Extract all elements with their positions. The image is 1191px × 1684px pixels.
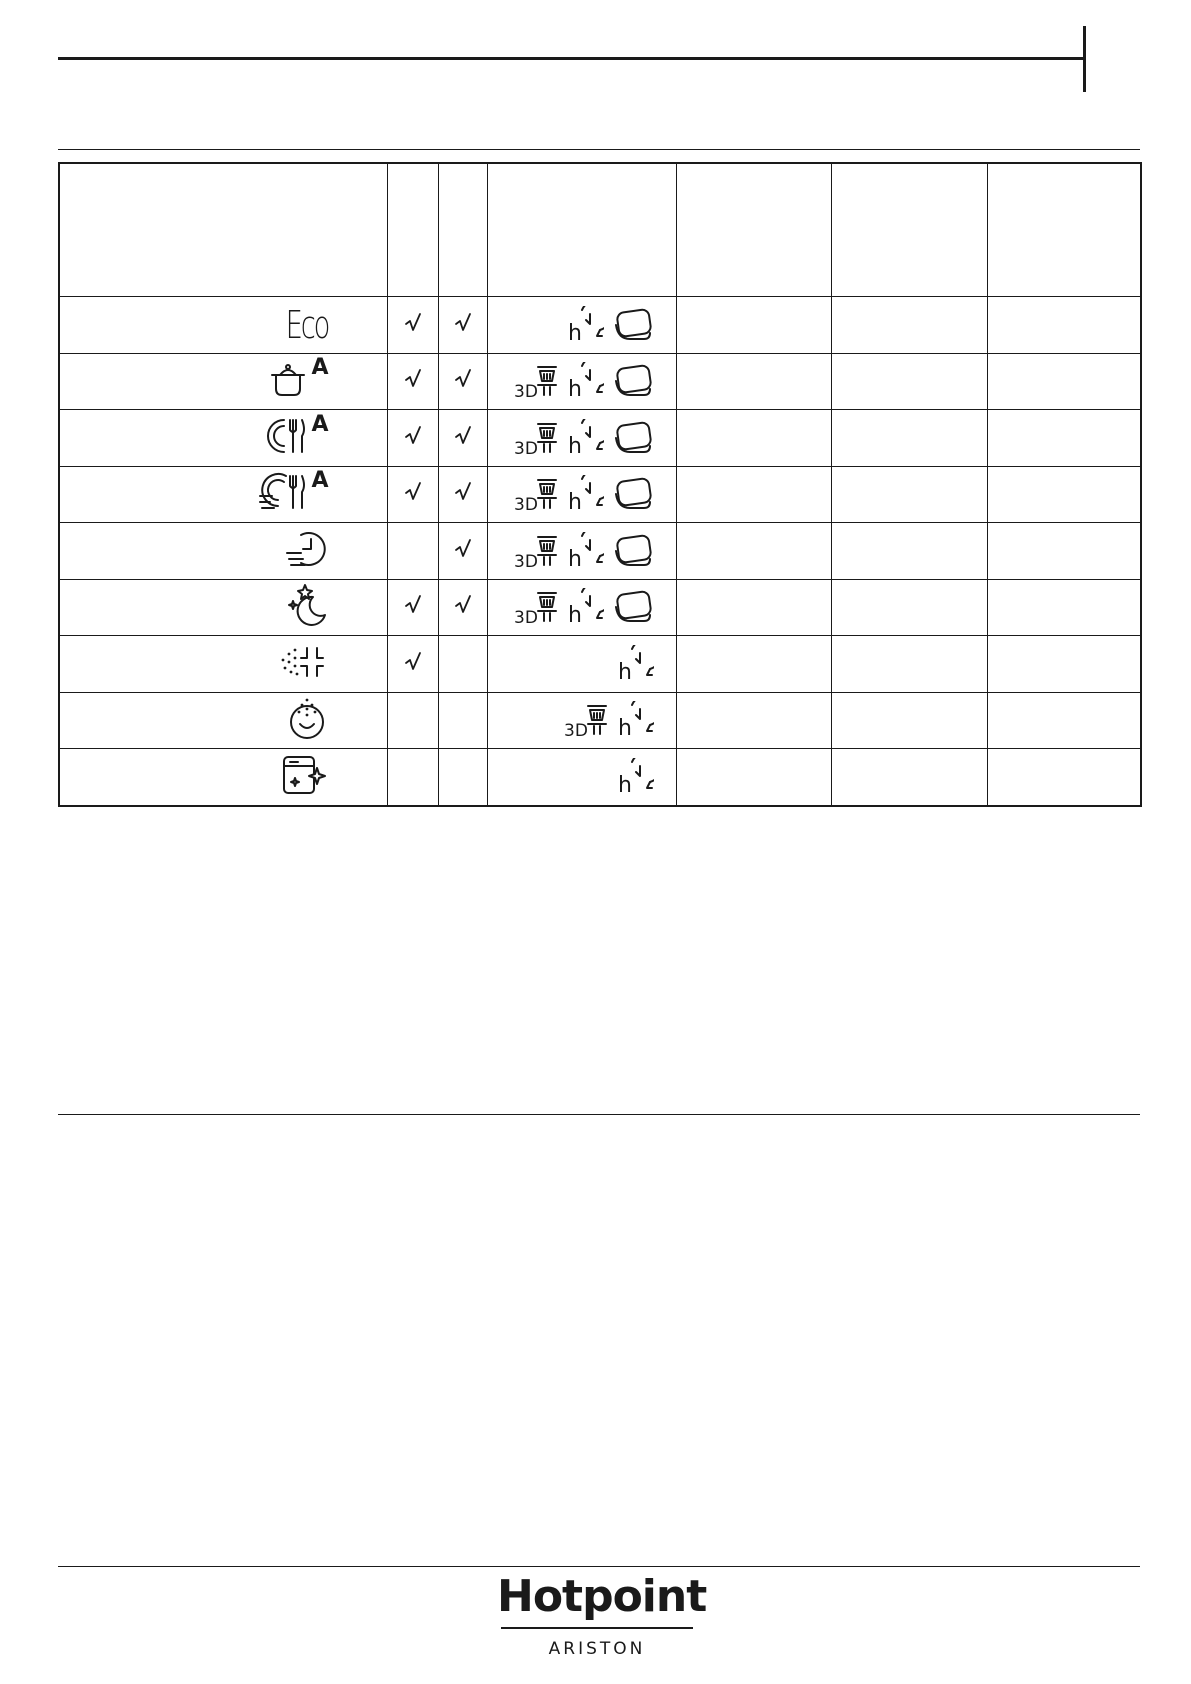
- table-row: [59, 410, 1141, 467]
- options-cell: [487, 692, 676, 749]
- check-icon: [454, 425, 472, 447]
- delay-timer-icon: [566, 419, 604, 457]
- table-row: [59, 523, 1141, 580]
- svg-text:3D: 3D: [513, 495, 538, 513]
- top-rule: [58, 57, 1085, 60]
- fast-plate-cutlery-icon: [258, 472, 308, 516]
- program-cell: [59, 692, 387, 749]
- table-header-row: [59, 163, 1141, 297]
- logo-sub: ARISTON: [548, 1639, 646, 1659]
- check-cell-1: [387, 749, 438, 806]
- tablet-icon: [612, 420, 654, 456]
- table-row: [59, 297, 1141, 354]
- value-cell-7: [987, 523, 1141, 580]
- program-cell: [59, 636, 387, 693]
- value-cell-7: [987, 410, 1141, 467]
- check-cell-2: [438, 410, 487, 467]
- check-cell-1: [387, 579, 438, 636]
- logo-brand: Hotpoint: [497, 1571, 707, 1622]
- pot-icon: [268, 359, 308, 403]
- table-row: [59, 466, 1141, 523]
- options-cell: [487, 410, 676, 467]
- tablet-icon: [612, 589, 654, 625]
- value-cell-6: [831, 692, 987, 749]
- program-grade-label: A: [311, 411, 329, 437]
- value-cell-6: [831, 523, 987, 580]
- check-icon: [404, 651, 422, 673]
- options-cell: [487, 353, 676, 410]
- check-cell-1: [387, 410, 438, 467]
- value-cell-6: [831, 749, 987, 806]
- program-grade-label: A: [311, 468, 329, 494]
- check-cell-1: [387, 636, 438, 693]
- options-cell: [487, 749, 676, 806]
- program-cell: [59, 579, 387, 636]
- check-cell-2: [438, 466, 487, 523]
- svg-text:h: h: [567, 433, 582, 457]
- plate-cutlery-icon: [264, 416, 308, 460]
- svg-text:h: h: [617, 716, 632, 740]
- check-icon: [454, 368, 472, 390]
- value-cell-5: [676, 297, 831, 354]
- eco-text-icon: Eco: [285, 302, 329, 347]
- rinse-dots-icon: [285, 696, 329, 744]
- svg-text:3D: 3D: [513, 382, 538, 400]
- check-cell-1: [387, 353, 438, 410]
- check-icon: [454, 538, 472, 560]
- check-cell-2: [438, 692, 487, 749]
- check-cell-1: [387, 523, 438, 580]
- tablet-icon: [612, 533, 654, 569]
- header-cell-options: [487, 163, 676, 297]
- program-cell: [59, 410, 387, 467]
- delay-timer-icon: [566, 306, 604, 344]
- options-cell: [487, 579, 676, 636]
- program-cell: [59, 749, 387, 806]
- value-cell-6: [831, 297, 987, 354]
- check-cell-1: [387, 466, 438, 523]
- machine-clean-icon: [281, 754, 329, 800]
- svg-text:3D: 3D: [513, 551, 538, 569]
- value-cell-7: [987, 749, 1141, 806]
- program-cell: [59, 523, 387, 580]
- tablet-icon: [612, 476, 654, 512]
- program-cell: [59, 297, 387, 354]
- value-cell-7: [987, 579, 1141, 636]
- header-cell-col5: [676, 163, 831, 297]
- options-cell: [487, 636, 676, 693]
- 3d-zone-wash-icon: [564, 702, 608, 738]
- value-cell-5: [676, 353, 831, 410]
- value-cell-5: [676, 410, 831, 467]
- value-cell-7: [987, 297, 1141, 354]
- svg-text:3D: 3D: [513, 608, 538, 626]
- hotpoint-ariston-logo: [497, 1571, 707, 1659]
- value-cell-7: [987, 466, 1141, 523]
- delay-timer-icon: [566, 362, 604, 400]
- check-cell-1: [387, 692, 438, 749]
- sanitize-spray-icon: [275, 642, 329, 686]
- value-cell-5: [676, 523, 831, 580]
- program-grade-label: A: [311, 355, 329, 381]
- value-cell-6: [831, 353, 987, 410]
- 3d-zone-wash-icon: [514, 533, 558, 569]
- header-cell-col6: [831, 163, 987, 297]
- section-rule-top: [58, 149, 1140, 150]
- top-right-tick: [1083, 26, 1086, 92]
- table-row: [59, 692, 1141, 749]
- 3d-zone-wash-icon: [514, 476, 558, 512]
- options-cell: [487, 523, 676, 580]
- check-icon: [404, 425, 422, 447]
- program-cell: [59, 466, 387, 523]
- svg-text:h: h: [567, 377, 582, 401]
- check-icon: [404, 368, 422, 390]
- table-row: [59, 579, 1141, 636]
- options-cell: [487, 466, 676, 523]
- check-icon: [454, 481, 472, 503]
- value-cell-7: [987, 692, 1141, 749]
- value-cell-7: [987, 636, 1141, 693]
- value-cell-5: [676, 692, 831, 749]
- value-cell-6: [831, 636, 987, 693]
- check-cell-2: [438, 749, 487, 806]
- delay-timer-icon: [616, 701, 654, 739]
- night-moon-icon: [283, 583, 329, 631]
- delay-timer-icon: [566, 532, 604, 570]
- delay-timer-icon: [616, 758, 654, 796]
- value-cell-5: [676, 466, 831, 523]
- value-cell-6: [831, 466, 987, 523]
- delay-timer-icon: [566, 588, 604, 626]
- delay-timer-icon: [616, 645, 654, 683]
- value-cell-6: [831, 410, 987, 467]
- svg-text:h: h: [567, 603, 582, 627]
- program-table: [58, 162, 1142, 807]
- svg-text:3D: 3D: [563, 721, 588, 739]
- quick-clock-icon: [283, 529, 329, 573]
- table-row: [59, 353, 1141, 410]
- value-cell-6: [831, 579, 987, 636]
- tablet-icon: [612, 363, 654, 399]
- value-cell-7: [987, 353, 1141, 410]
- section-rule-middle: [58, 1114, 1140, 1115]
- check-cell-1: [387, 297, 438, 354]
- svg-text:h: h: [617, 659, 632, 683]
- svg-text:h: h: [567, 490, 582, 514]
- check-icon: [454, 594, 472, 616]
- header-cell-col2: [387, 163, 438, 297]
- value-cell-5: [676, 579, 831, 636]
- svg-text:h: h: [567, 546, 582, 570]
- options-cell: [487, 297, 676, 354]
- check-cell-2: [438, 297, 487, 354]
- svg-text:h: h: [567, 320, 582, 344]
- svg-text:3D: 3D: [513, 438, 538, 456]
- check-icon: [404, 312, 422, 334]
- table-row: [59, 749, 1141, 806]
- tablet-icon: [612, 307, 654, 343]
- check-cell-2: [438, 636, 487, 693]
- check-cell-2: [438, 523, 487, 580]
- section-rule-bottom: [58, 1566, 1140, 1567]
- check-icon: [404, 594, 422, 616]
- svg-text:h: h: [617, 772, 632, 796]
- 3d-zone-wash-icon: [514, 363, 558, 399]
- header-cell-col7: [987, 163, 1141, 297]
- 3d-zone-wash-icon: [514, 589, 558, 625]
- value-cell-5: [676, 749, 831, 806]
- 3d-zone-wash-icon: [514, 420, 558, 456]
- table-row: [59, 636, 1141, 693]
- check-icon: [404, 481, 422, 503]
- delay-timer-icon: [566, 475, 604, 513]
- program-cell: [59, 353, 387, 410]
- value-cell-5: [676, 636, 831, 693]
- header-cell-col3: [438, 163, 487, 297]
- check-cell-2: [438, 353, 487, 410]
- check-cell-2: [438, 579, 487, 636]
- check-icon: [454, 312, 472, 334]
- header-cell-program: [59, 163, 387, 297]
- logo-divider: [501, 1627, 693, 1629]
